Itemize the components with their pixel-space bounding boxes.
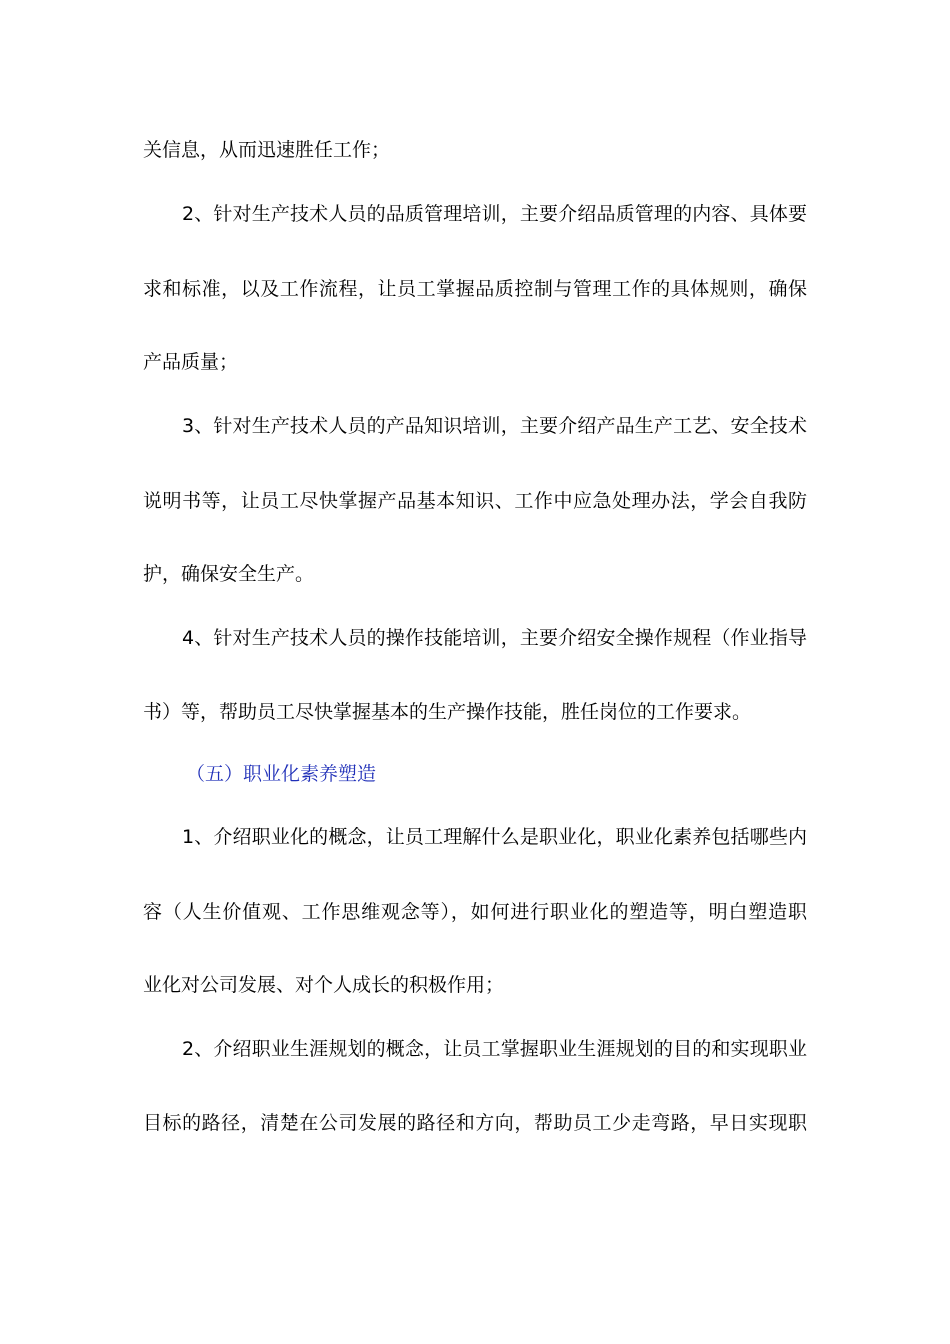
paragraph-line: 1、介绍职业化的概念，让员工理解什么是职业化，职业化素养包括哪些内 <box>182 826 807 848</box>
paragraph-line: 业化对公司发展、对个人成长的积极作用； <box>143 974 505 996</box>
paragraph-line: 书）等，帮助员工尽快掌握基本的生产操作技能，胜任岗位的工作要求。 <box>143 701 752 723</box>
paragraph-line: 2、介绍职业生涯规划的概念，让员工掌握职业生涯规划的目的和实现职业 <box>182 1038 807 1060</box>
paragraph-line: 护，确保安全生产。 <box>143 563 315 585</box>
paragraph-line: 说明书等，让员工尽快掌握产品基本知识、工作中应急处理办法，学会自我防 <box>143 490 807 512</box>
paragraph-line: 产品质量； <box>143 351 239 373</box>
paragraph-line: 关信息，从而迅速胜任工作； <box>143 139 391 161</box>
paragraph-line: 2、针对生产技术人员的品质管理培训，主要介绍品质管理的内容、具体要 <box>182 203 807 225</box>
paragraph-line: 4、针对生产技术人员的操作技能培训，主要介绍安全操作规程（作业指导 <box>182 627 807 649</box>
paragraph-line: 3、针对生产技术人员的产品知识培训，主要介绍产品生产工艺、安全技术 <box>182 415 807 437</box>
paragraph-line: 容（人生价值观、工作思维观念等），如何进行职业化的塑造等，明白塑造职 <box>143 901 807 923</box>
section-heading: （五）职业化素养塑造 <box>186 763 377 785</box>
paragraph-line: 求和标准，以及工作流程，让员工掌握品质控制与管理工作的具体规则，确保 <box>143 278 807 300</box>
paragraph-line: 目标的路径，清楚在公司发展的路径和方向，帮助员工少走弯路，早日实现职 <box>143 1112 807 1134</box>
